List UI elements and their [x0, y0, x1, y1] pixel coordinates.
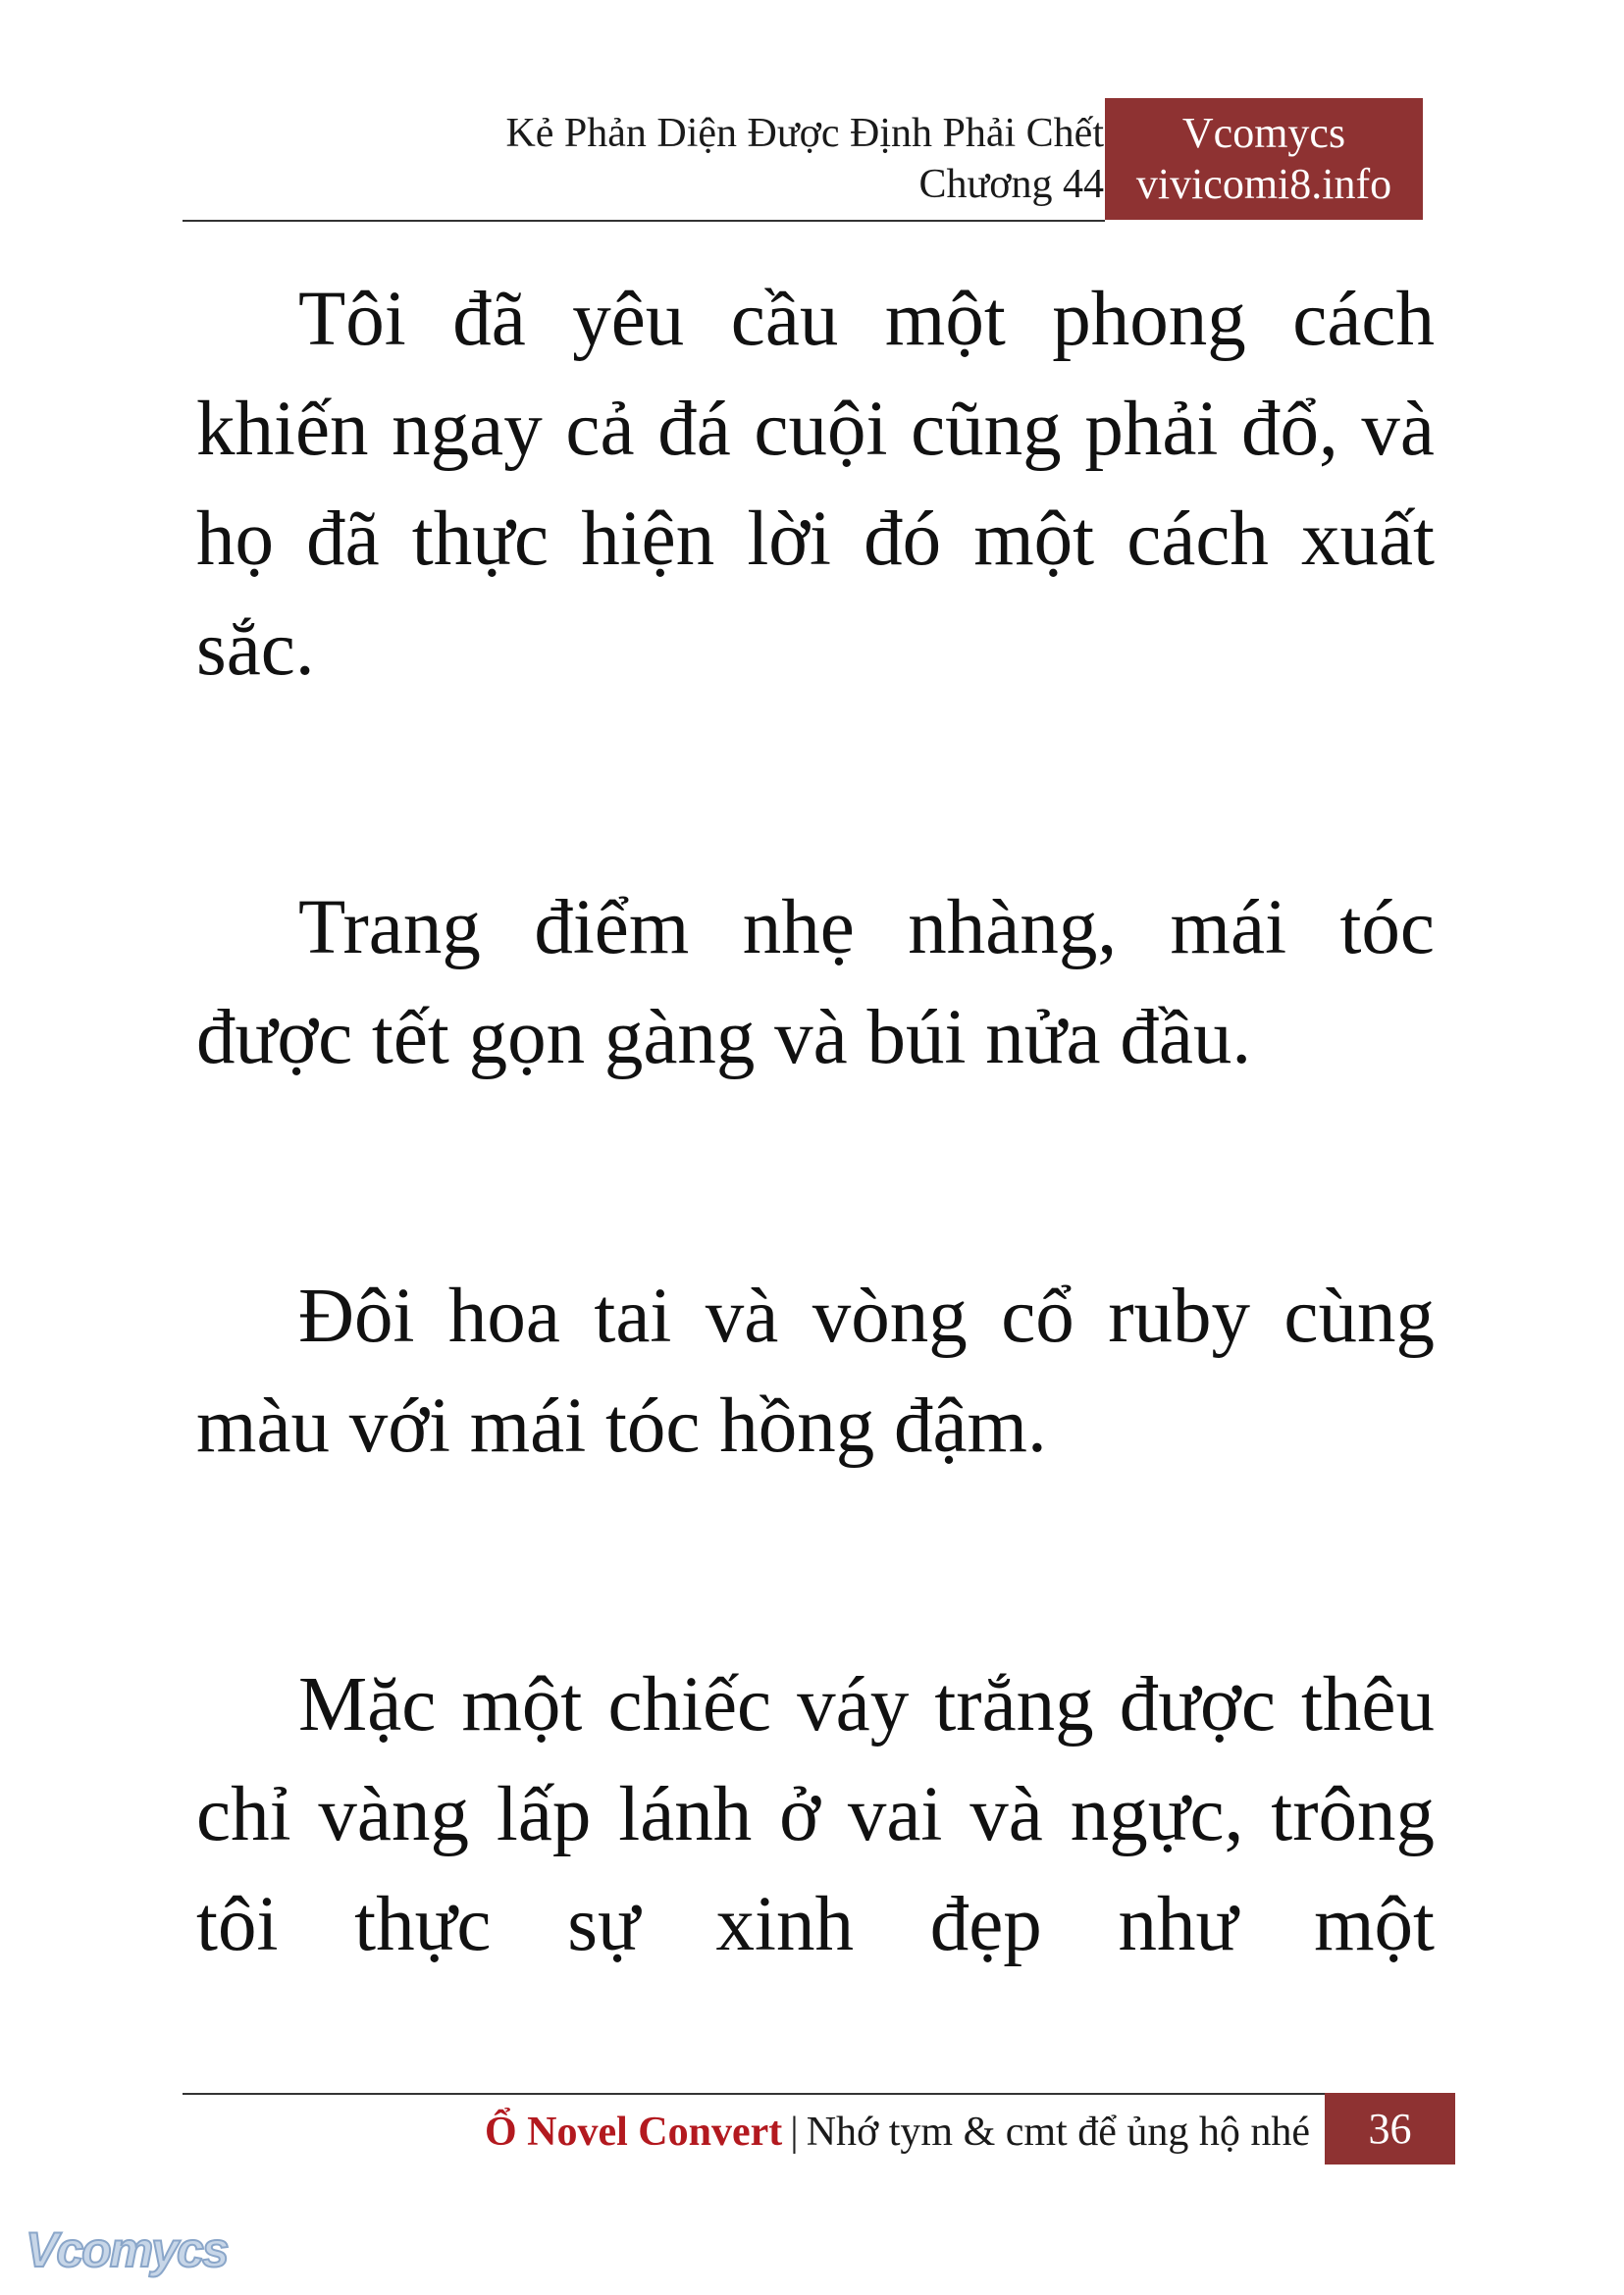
chapter-label: Chương 44	[918, 162, 1104, 207]
paragraph-2: Trang điểm nhẹ nhàng, mái tóc được tết gọn gàng và búi nửa đầu.	[196, 885, 1435, 1080]
site-badge	[1105, 98, 1423, 220]
svg-text:Vcomycs: Vcomycs	[26, 2222, 228, 2277]
footer-separator: |	[790, 2110, 799, 2155]
paragraph-1: Tôi đã yêu cầu một phong cách khiến ngay cả đá cuội cũng phải đổ, và họ đã thực hiện lời đó một cách xuất sắc.	[196, 277, 1435, 692]
site-badge-name: Vcomycs	[1181, 109, 1346, 157]
vcomycs-watermark-logo	[22, 2216, 257, 2286]
page-number: 36	[1325, 2093, 1455, 2165]
footer-credit	[485, 2105, 1310, 2160]
footer-note: Nhớ tym & cmt để ủng hộ nhé	[806, 2110, 1310, 2155]
site-badge-url: vivicomi8.info	[1135, 160, 1392, 208]
page-content	[196, 265, 1435, 1980]
paragraph-4: Mặc một chiếc váy trắng được thêu chỉ vàng lấp lánh ở vai và ngực, trông tôi thực sự xinh đẹp như một	[196, 1662, 1435, 1967]
header-divider	[183, 220, 1105, 222]
paragraph-3: Đôi hoa tai và vòng cổ ruby cùng màu với mái tóc hồng đậm.	[196, 1274, 1435, 1469]
header-title-block	[505, 108, 1104, 210]
footer-divider	[183, 2093, 1325, 2095]
footer-brand: Ổ Novel Convert	[484, 2110, 783, 2155]
book-title: Kẻ Phản Diện Được Định Phải Chết	[505, 111, 1104, 156]
